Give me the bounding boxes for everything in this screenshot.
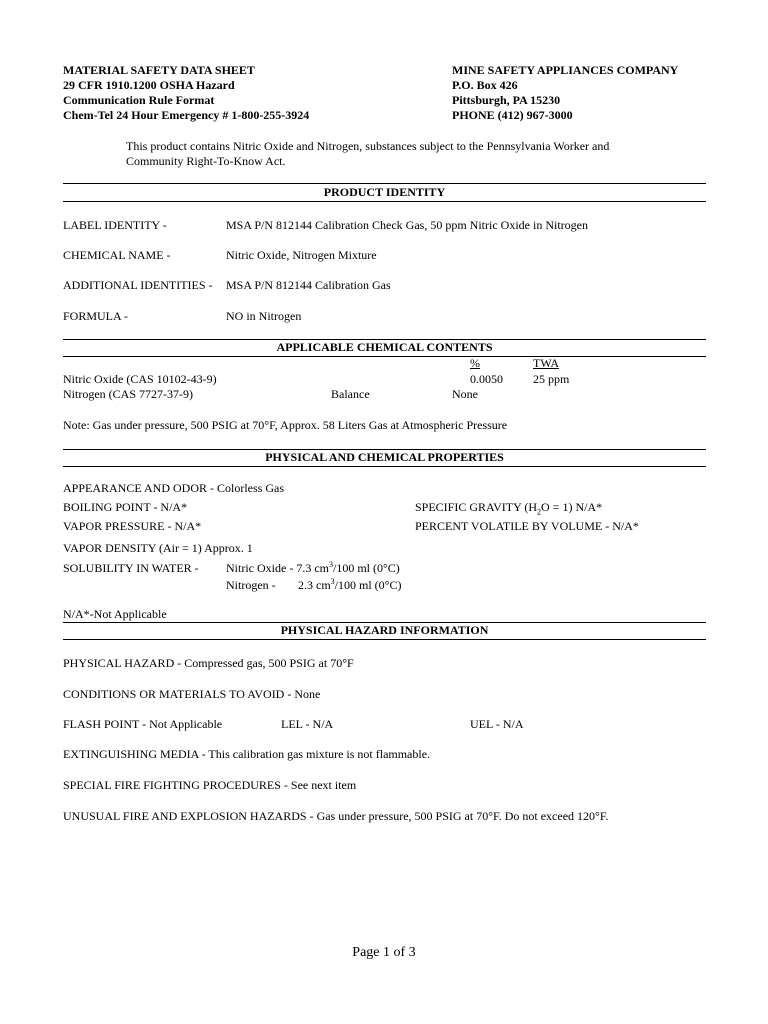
- specific-gravity: SPECIFIC GRAVITY $(H_2O = 1)$ N/A*: [415, 500, 603, 517]
- section-divider: [63, 183, 706, 184]
- additional-identities-label: ADDITIONAL IDENTITIES -: [63, 278, 213, 292]
- solubility-nitric-oxide: Nitric Oxide - 7.3 $cm^3/100$ ml (0°C): [226, 560, 400, 575]
- section-divider: [63, 639, 706, 640]
- section-divider: [63, 466, 706, 467]
- additional-identities-value: MSA P/N 812144 Calibration Gas: [226, 278, 391, 292]
- chemical-row-percent: None: [452, 387, 478, 401]
- label-identity-label: LABEL IDENTITY -: [63, 218, 167, 232]
- regulation: 29 CFR 1910.1200 OSHA Hazard: [63, 78, 235, 92]
- vapor-density: VAPOR DENSITY (Air = 1) Approx. 1: [63, 541, 253, 555]
- label-identity-value: MSA P/N 812144 Calibration Check Gas, 50 ppm Nitric Oxide in Nitrogen: [226, 218, 588, 232]
- special-fire-fighting: SPECIAL FIRE FIGHTING PROCEDURES - See next item: [63, 778, 357, 792]
- column-header-twa: TWA: [533, 356, 559, 370]
- vapor-pressure: VAPOR PRESSURE - N/A*: [63, 519, 202, 533]
- company-city: Pittsburgh, PA 15230: [452, 93, 561, 107]
- physical-hazard: PHYSICAL HAZARD - Compressed gas, 500 PSIG at 70°F: [63, 656, 354, 670]
- chemical-row-balance: Balance: [331, 387, 370, 401]
- lel: LEL - N/A: [281, 717, 334, 731]
- section-divider: [63, 201, 706, 202]
- column-header-percent: %: [470, 356, 480, 370]
- section-title-physical-hazard: PHYSICAL HAZARD INFORMATION: [280, 623, 489, 637]
- section-title-product-identity: PRODUCT IDENTITY: [323, 185, 446, 199]
- header-left: [63, 63, 309, 123]
- chemical-name-value: Nitric Oxide, Nitrogen Mixture: [226, 248, 377, 262]
- section-title-chemical-contents: APPLICABLE CHEMICAL CONTENTS: [276, 340, 493, 354]
- chemical-row-twa: 25 ppm: [533, 372, 570, 386]
- na-note: N/A*-Not Applicable: [63, 607, 167, 621]
- solubility-nitrogen-name: Nitrogen -: [226, 578, 276, 592]
- intro-paragraph: This product contains Nitric Oxide and Nitrogen, substances subject to the Pennsylvania Worker and Community Right-To-Know Act.: [126, 139, 610, 168]
- chemical-row-percent: 0.0050: [470, 372, 503, 386]
- emergency-phone: Chem-Tel 24 Hour Emergency # 1-800-255-3924: [63, 108, 310, 122]
- conditions-to-avoid: CONDITIONS OR MATERIALS TO AVOID - None: [63, 687, 321, 701]
- unusual-fire-explosion: UNUSUAL FIRE AND EXPLOSION HAZARDS - Gas under pressure, 500 PSIG at 70°F. Do not exceed 120°F.: [63, 809, 609, 823]
- flash-point: FLASH POINT - Not Applicable: [63, 717, 223, 731]
- solubility-nitrogen: 2.3 $cm^3/100$ ml (0°C): [298, 577, 402, 592]
- company-po-box: P.O. Box 426: [452, 78, 518, 92]
- company-phone: PHONE (412) 967-3000: [452, 108, 573, 122]
- rule-format: Communication Rule Format: [63, 93, 215, 107]
- company-name: MINE SAFETY APPLIANCES COMPANY: [452, 63, 679, 77]
- percent-volatile: PERCENT VOLATILE BY VOLUME - N/A*: [415, 519, 639, 533]
- boiling-point: BOILING POINT - N/A*: [63, 500, 188, 514]
- header-right: [452, 63, 678, 123]
- chemical-row-name: Nitric Oxide (CAS 10102-43-9): [63, 372, 217, 386]
- solubility-label: SOLUBILITY IN WATER -: [63, 561, 199, 575]
- section-title-physical-properties: PHYSICAL AND CHEMICAL PROPERTIES: [265, 450, 504, 464]
- pressure-note: Note: Gas under pressure, 500 PSIG at 70°F, Approx. 58 Liters Gas at Atmospheric Pressure: [63, 418, 508, 432]
- chemical-name-label: CHEMICAL NAME -: [63, 248, 171, 262]
- doc-title: MATERIAL SAFETY DATA SHEET: [63, 63, 255, 77]
- page-number: Page 1 of 3: [352, 945, 416, 960]
- formula-value: NO in Nitrogen: [226, 309, 302, 323]
- section-divider: [63, 356, 706, 357]
- uel: UEL - N/A: [470, 717, 524, 731]
- formula-label: FORMULA -: [63, 309, 129, 323]
- extinguishing-media: EXTINGUISHING MEDIA - This calibration gas mixture is not flammable.: [63, 747, 431, 761]
- chemical-row-name: Nitrogen (CAS 7727-37-9): [63, 387, 193, 401]
- appearance-odor: APPEARANCE AND ODOR - Colorless Gas: [63, 481, 285, 495]
